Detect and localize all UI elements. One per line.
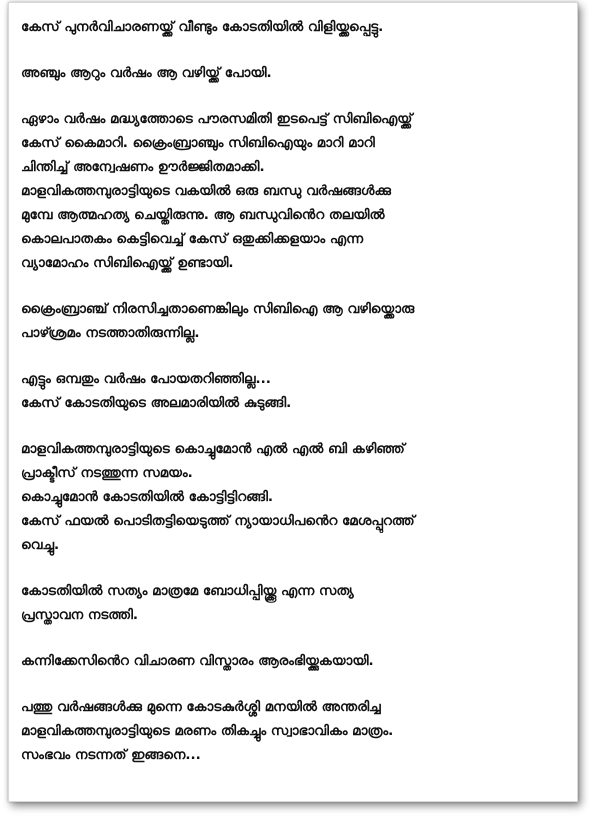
text-line: കൊച്ചുമോൻ കോടതിയിൽ കോട്ടിട്ടിറങ്ങി. [21, 489, 274, 505]
paragraph-gap [21, 627, 569, 649]
text-line: മാളവികത്തമ്പുരാട്ടിയുടെ കൊച്ചുമോൻ എൽ എൽ ബി കഴിഞ്ഞ് [21, 441, 405, 457]
text-line: ചിന്തിച്ച് അന്വേഷണം ഊർജ്ജിതമാക്കി. [21, 159, 265, 175]
paragraph-7 [21, 579, 569, 627]
text-line: കൊലപാതകം കെട്ടിവെച്ച് കേസ് ഒതുക്കിക്കളയാം എന്ന [21, 231, 364, 247]
paragraph-8 [21, 649, 569, 673]
text-line: സംഭവം നടന്നത് ഇങ്ങനെ... [21, 747, 201, 763]
document-text [21, 15, 569, 767]
paragraph-gap [21, 415, 569, 437]
text-line: മാളവികത്തമ്പുരാട്ടിയുടെ വകയിൽ ഒരു ബന്ധു വർഷങ്ങൾക്കു [21, 183, 391, 199]
text-line: കോടതിയിൽ സത്യം മാത്രമേ ബോധിപ്പിയ്ക്കൂ എന്ന സത്യ [21, 583, 354, 599]
text-line: കേസ് പുനർവിചാരണയ്ക്ക് വീണ്ടും കോടതിയിൽ വിളിയ്ക്കപ്പെട്ടു. [21, 19, 384, 35]
text-line: അഞ്ചും ആറും വർഷം ആ വഴിയ്ക്ക് പോയി. [21, 65, 272, 81]
text-line: വെച്ചു. [21, 537, 60, 553]
text-line: കേസ് കൈമാറി. ക്രൈംബ്രാഞ്ചും സിബിഐയും മാറി മാറി [21, 135, 375, 151]
document-page [8, 2, 578, 802]
text-line: എട്ടും ഒമ്പതും വർഷം പോയതറിഞ്ഞില്ല... [21, 371, 271, 387]
text-line: പ്രസ്താവന നടത്തി. [21, 607, 139, 623]
paragraph-gap [21, 557, 569, 579]
text-line: മുമ്പേ ആത്മഹത്യ ചെയ്തിരുന്നു. ആ ബന്ധുവിൻെറ തലയിൽ [21, 207, 385, 223]
paragraph-1 [21, 15, 569, 39]
paragraph-2 [21, 61, 569, 85]
text-line: ഏഴാം വർഷം മദ്ധ്യത്തോടെ പൗരസമിതി ഇടപെട്ട് സിബിഐയ്ക്ക് [21, 111, 413, 127]
paragraph-gap [21, 85, 569, 107]
paragraph-gap [21, 39, 569, 61]
paragraph-gap [21, 673, 569, 695]
text-line: കേസ് ഫയൽ പൊടിതട്ടിയെടുത്ത് ന്യായാധിപൻെറ മേശപ്പുറത്ത് [21, 513, 415, 529]
paragraph-gap [21, 275, 569, 297]
paragraph-5 [21, 367, 569, 415]
text-line: പാഴ്ശ്രമം നടത്താതിരുന്നില്ല. [21, 325, 200, 341]
text-line: ക്രൈംബ്രാഞ്ച് നിരസിച്ചതാണെങ്കിലും സിബിഐ ആ വഴിയ്ക്കൊരു [21, 301, 415, 317]
text-line: പ്രാക്ടീസ് നടത്തുന്ന സമയം. [21, 465, 193, 481]
text-line: കേസ് കോടതിയുടെ അലമാരിയിൽ കുടുങ്ങി. [21, 395, 292, 411]
paragraph-4 [21, 297, 569, 345]
paragraph-3 [21, 107, 569, 275]
paragraph-gap [21, 345, 569, 367]
text-line: വ്യാമോഹം സിബിഐയ്ക്ക് ഉണ്ടായി. [21, 255, 234, 271]
paragraph-9 [21, 695, 569, 767]
text-line: മാളവികത്തമ്പുരാട്ടിയുടെ മരണം തികച്ചും സ്വാഭാവികം മാത്രം. [21, 723, 394, 739]
text-line: കന്നിക്കേസിൻെറ വിചാരണ വിസ്താരം ആരംഭിയ്ക്കുകയായി. [21, 653, 374, 669]
paragraph-6 [21, 437, 569, 557]
text-line: പത്തു വർഷങ്ങൾക്കു മുന്നെ കോടകുർശ്ശി മനയിൽ അന്തരിച്ച [21, 699, 381, 715]
